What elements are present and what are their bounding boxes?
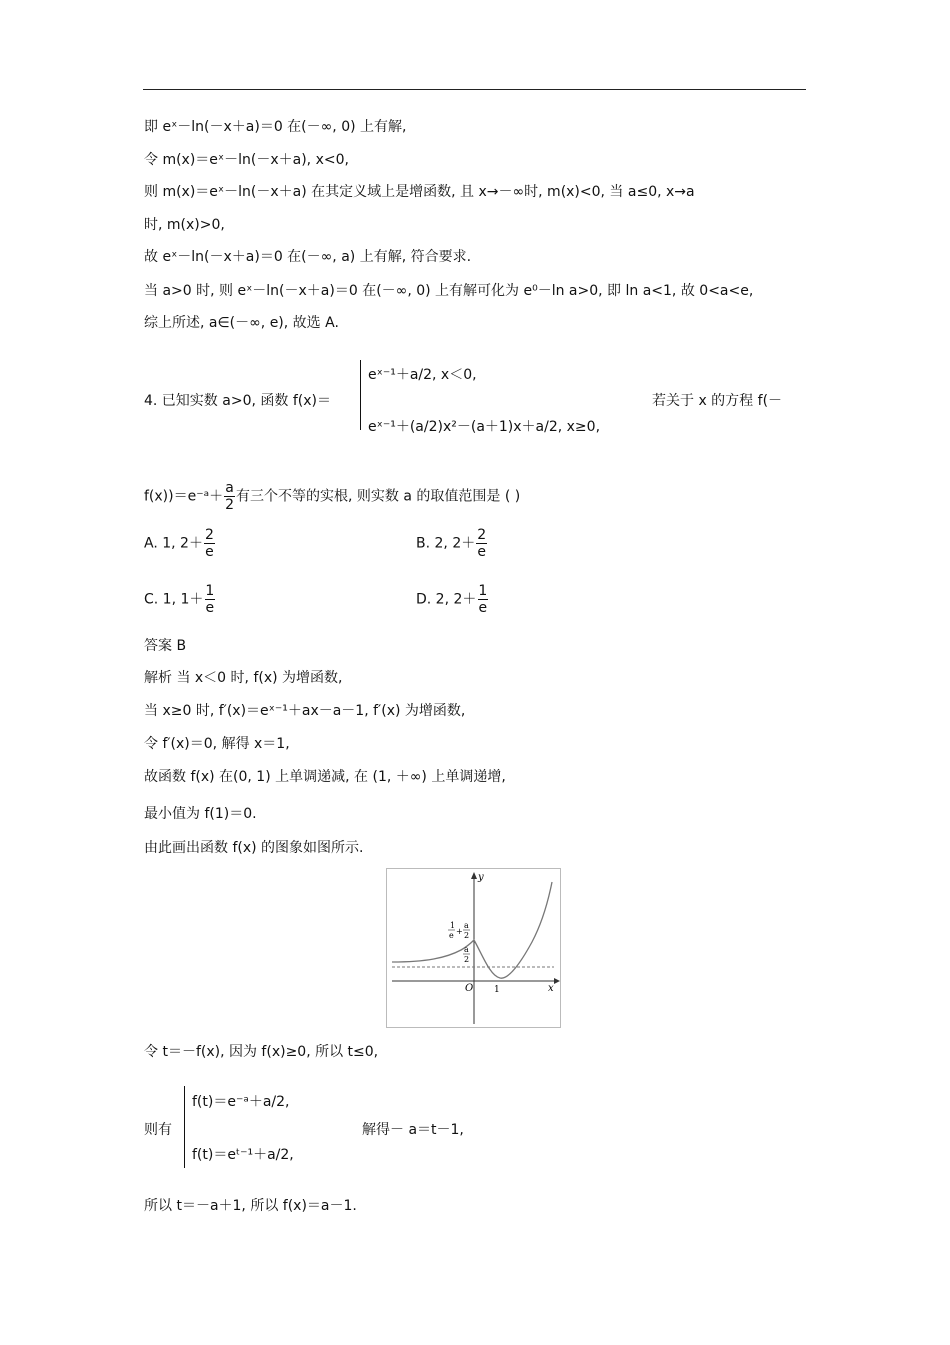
text-line: 则 m(x)＝eˣ－ln(－x＋a) 在其定义域上是增函数, 且 x→－∞时, m(x)<0, 当 a≤0, x→a xyxy=(144,184,695,200)
piecewise-case-1: eˣ⁻¹＋a/2, x＜0, xyxy=(368,367,477,383)
problem-question: 有三个不等的实根, 则实数 a 的取值范围是 ( ) xyxy=(236,488,521,505)
origin-label: O xyxy=(465,983,474,994)
svg-text:a: a xyxy=(464,921,469,930)
solution-line: 令 t＝－f(x), 因为 f(x)≥0, 所以 t≤0, xyxy=(144,1044,379,1060)
svg-text:1: 1 xyxy=(450,921,456,930)
problem-line-2 xyxy=(144,481,520,512)
tick-one-label: 1 xyxy=(494,985,500,995)
piecewise-brace xyxy=(360,360,367,430)
solve-result: 解得－ a＝t－1, xyxy=(362,1122,464,1138)
text-line: 当 a>0 时, 则 eˣ－ln(－x＋a)＝0 在(－∞, 0) 上有解可化为 e⁰－ln a>0, 即 ln a<1, 故 0<a<e, xyxy=(144,283,754,299)
text-line: 即 eˣ－ln(－x＋a)＝0 在(－∞, 0) 上有解, xyxy=(144,119,407,135)
answer: 答案 B xyxy=(144,638,187,654)
header-rule xyxy=(143,89,806,90)
system-eq-1: f(t)＝e⁻ᵃ＋a/2, xyxy=(192,1094,290,1110)
svg-text:a: a xyxy=(464,945,469,954)
solution-line: 当 x≥0 时, f′(x)＝eˣ⁻¹＋ax－a－1, f′(x) 为增函数, xyxy=(144,703,466,719)
piecewise-case-2: eˣ⁻¹＋(a/2)x²－(a＋1)x＋a/2, x≥0, xyxy=(368,419,601,435)
problem-lead: 4. 已知实数 a>0, 函数 f(x)＝ xyxy=(144,393,331,409)
svg-text:2: 2 xyxy=(464,955,470,964)
solution-line: 所以 t＝－a＋1, 所以 f(x)＝a－1. xyxy=(144,1198,357,1214)
solution-line: 令 f′(x)＝0, 解得 x＝1, xyxy=(144,736,290,752)
text-line: 故 eˣ－ln(－x＋a)＝0 在(－∞, a) 上有解, 符合要求. xyxy=(144,249,472,265)
option-d: D. 2, 2＋ $\frac{1}{e}$ xyxy=(416,583,488,616)
system-eq-2: f(t)＝eᵗ⁻¹＋a/2, xyxy=(192,1147,294,1163)
solution-line: 最小值为 f(1)＝0. xyxy=(144,806,257,822)
fraction-a-over-2: $\frac{a}{2}$ xyxy=(225,480,235,513)
solution-line: 故函数 f(x) 在(0, 1) 上单调递减, 在 (1, ＋∞) 上单调递增, xyxy=(144,769,506,785)
solution-line: 解析 当 x＜0 时, f(x) 为增函数, xyxy=(144,670,343,686)
option-c: C. 1, 1＋ $\frac{1}{e}$ xyxy=(144,583,215,616)
problem-tail: 若关于 x 的方程 f(－ xyxy=(652,393,783,409)
function-graph xyxy=(386,868,561,1028)
option-a: A. 1, 2＋ $\frac{2}{e}$ xyxy=(144,527,214,560)
system-brace xyxy=(184,1086,185,1168)
text-line: 综上所述, a∈(－∞, e), 故选 A. xyxy=(144,315,339,331)
then-label: 则有 xyxy=(144,1122,172,1138)
y-axis-label: y xyxy=(478,872,484,883)
solution-line: 由此画出函数 f(x) 的图象如图所示. xyxy=(144,840,364,856)
option-b: B. 2, 2＋ $\frac{2}{e}$ xyxy=(416,527,487,560)
svg-text:e: e xyxy=(449,931,454,940)
text-line: 时, m(x)>0, xyxy=(144,217,225,233)
equation-lhs: f(x))＝e⁻ᵃ＋ xyxy=(144,488,224,505)
svg-text:2: 2 xyxy=(464,931,470,940)
svg-text:+: + xyxy=(456,927,463,936)
text-line: 令 m(x)＝eˣ－ln(－x＋a), x<0, xyxy=(144,152,349,168)
x-axis-label: x xyxy=(548,983,554,994)
